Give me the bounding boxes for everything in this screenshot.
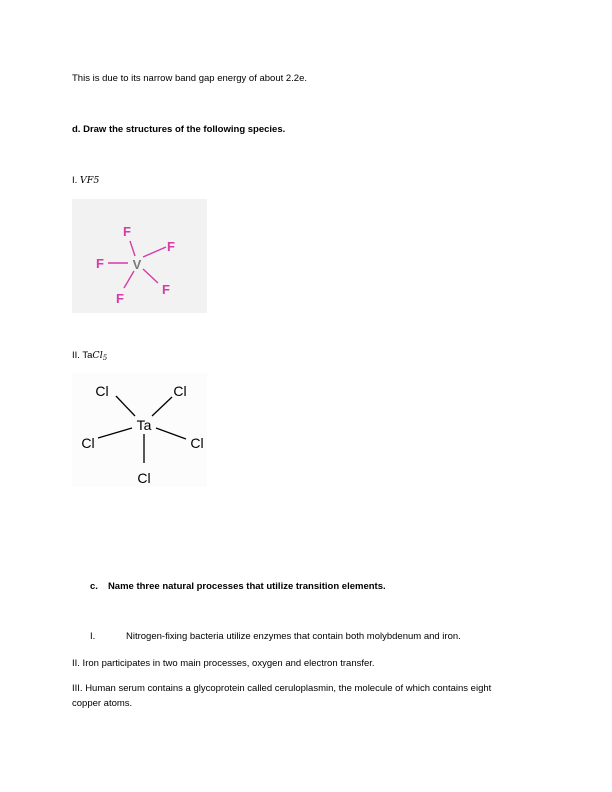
fluorine-atom: F bbox=[123, 224, 131, 239]
section-d-heading: d. Draw the structures of the following species. bbox=[72, 124, 286, 135]
chlorine-atom: Cl bbox=[137, 470, 151, 486]
fluorine-atom: F bbox=[162, 282, 170, 297]
point3-line1: III. Human serum contains a glycoprotein called ceruloplasmin, the molecule of which contains eight bbox=[72, 683, 492, 694]
section-c-letter: c. bbox=[90, 581, 98, 592]
tacl5-subscript: 5 bbox=[102, 354, 108, 362]
item-vf5-label bbox=[72, 175, 99, 187]
intro-line: This is due to its narrow band gap energy of about 2.2e. bbox=[72, 73, 308, 84]
point1-number: I. bbox=[90, 631, 96, 642]
tacl5-formula: Cl bbox=[92, 350, 103, 361]
item-number: I. bbox=[72, 175, 78, 186]
fluorine-atom: F bbox=[167, 239, 175, 254]
section-c-heading bbox=[90, 581, 386, 593]
vf5-formula: VF5 bbox=[79, 175, 100, 186]
point2-text: II. Iron participates in two main processes, oxygen and electron transfer. bbox=[72, 658, 375, 669]
vf5-structure-figure bbox=[72, 199, 207, 313]
figure-background bbox=[72, 199, 207, 313]
item-number: II. Ta bbox=[72, 350, 93, 361]
point1-text: Nitrogen-fixing bacteria utilize enzymes that contain both molybdenum and iron. bbox=[126, 631, 461, 642]
fluorine-atom: F bbox=[96, 256, 104, 271]
chlorine-atom: Cl bbox=[81, 435, 95, 451]
chlorine-atom: Cl bbox=[95, 383, 109, 399]
section-c-heading-text: Name three natural processes that utilize transition elements. bbox=[107, 581, 386, 592]
item-tacl5-label bbox=[72, 350, 107, 363]
point3-line2: copper atoms. bbox=[72, 698, 133, 709]
chlorine-atom: Cl bbox=[190, 435, 204, 451]
tacl5-structure-figure bbox=[72, 373, 207, 487]
fluorine-atom: F bbox=[116, 291, 124, 306]
tacl5-center-atom: Ta bbox=[136, 417, 152, 433]
vf5-center-atom: V bbox=[132, 257, 142, 272]
chlorine-atom: Cl bbox=[173, 383, 187, 399]
